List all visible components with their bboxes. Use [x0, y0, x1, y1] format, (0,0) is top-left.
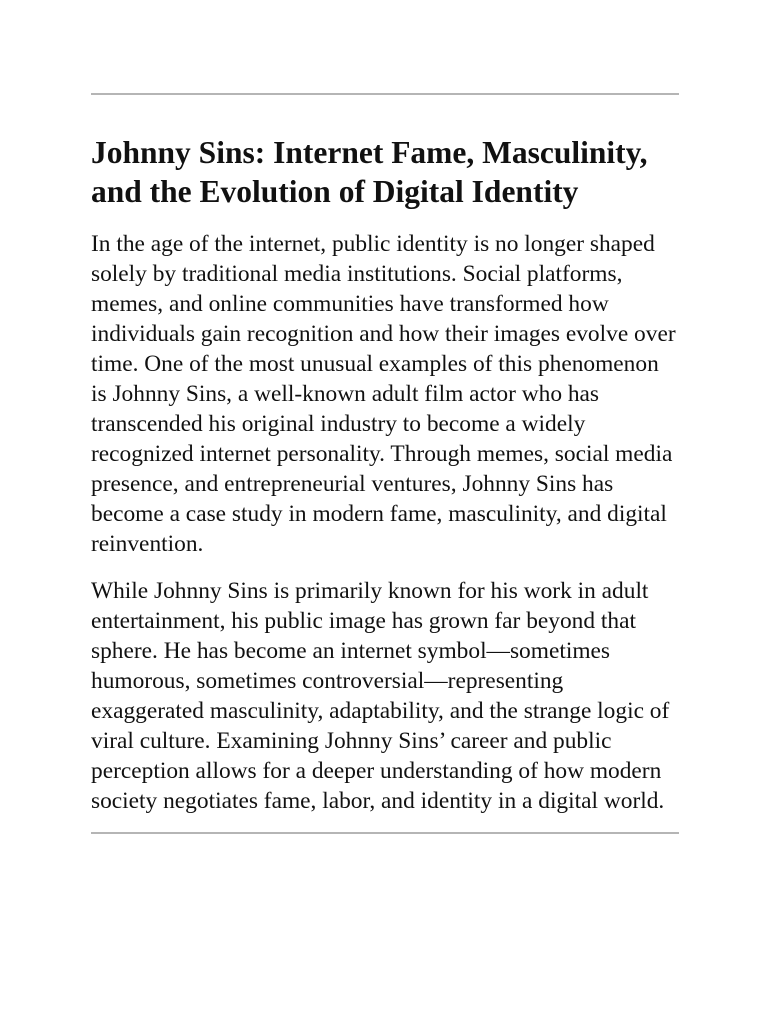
article-title: Johnny Sins: Internet Fame, Masculinity, and the Evolution of Digital Identity — [91, 135, 648, 209]
article-paragraph-2: While Johnny Sins is primarily known for his work in adult entertainment, his public image has grown far beyond that sphere. He has become an internet symbol—sometimes humorous, sometimes controversial—representing exaggerated masculinity, adaptability, and the strange logic of viral culture. Examining Johnny Sins’ career and public perception allows for a deeper understanding of how modern society negotiates fame, labor, and identity in a digital world. — [91, 578, 670, 814]
top-divider — [91, 93, 679, 95]
document-page — [91, 93, 679, 834]
bottom-divider — [91, 832, 679, 834]
article-paragraph-1: In the age of the internet, public identity is no longer shaped solely by traditional media institutions. Social platforms, memes, and online communities have transformed how individuals gain recognition and how their images evolve over time. One of the most unusual examples of this phenomenon is Johnny Sins, a well-known adult film actor who has transcended his original industry to become a widely recognized internet personality. Through memes, social media presence, and entrepreneurial ventures, Johnny Sins has become a case study in modern fame, masculinity, and digital reinvention. — [91, 231, 676, 557]
